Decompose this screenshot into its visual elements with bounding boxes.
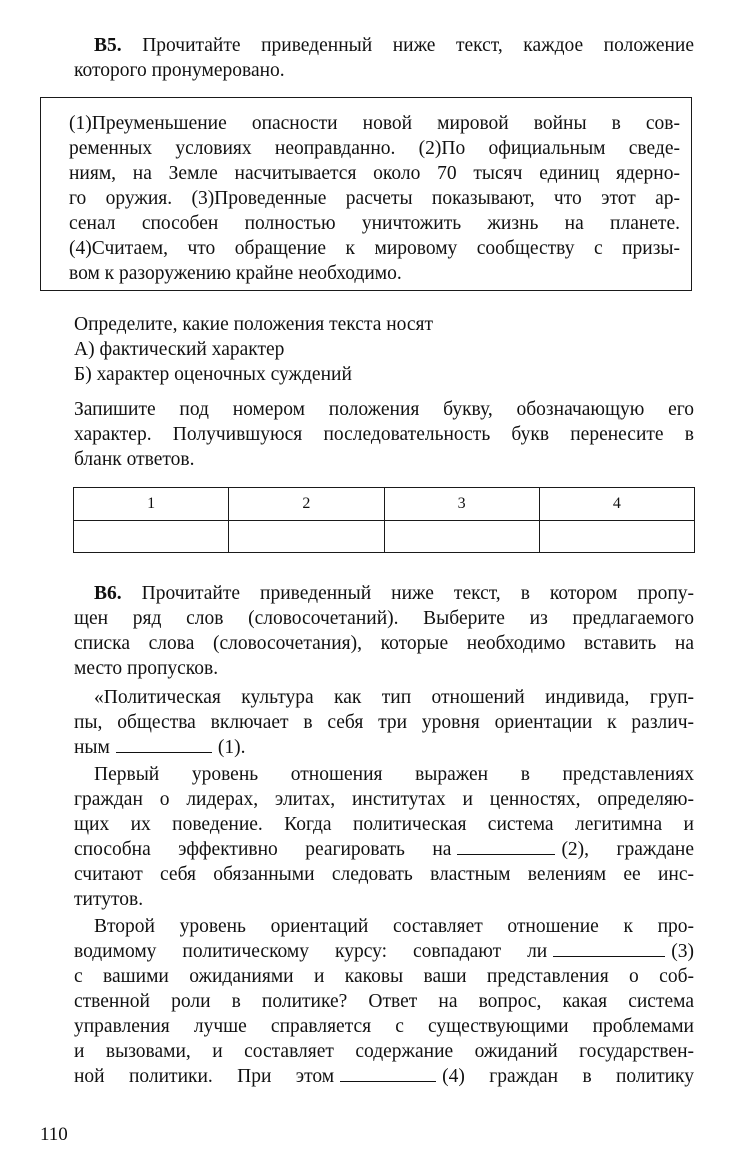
answer-table-header: 1	[74, 488, 229, 521]
answer-table-header: 4	[539, 488, 694, 521]
b6-p3-line: Второй уровень ориентаций составляет отношение к про-	[94, 916, 694, 937]
b6-intro-line: списка слова (словосочетания), которые необходимо вставить на	[74, 633, 694, 654]
blank-1[interactable]	[116, 751, 212, 753]
b5-question-block	[74, 312, 694, 387]
b5-instruction-line: Запишите под номером положения букву, обозначающую его	[74, 399, 694, 420]
answer-cell[interactable]	[229, 520, 384, 553]
answer-cell[interactable]	[74, 520, 229, 553]
b5-text-line: ременных условиях неоправданно. (2)По официальным сведе-	[69, 138, 680, 159]
b6-p3-line: с вашими ожиданиями и каковы ваши представления о соб-	[74, 966, 694, 987]
b6-paragraph-1	[74, 685, 694, 760]
b6-p1-end-before: ным	[74, 737, 110, 758]
b6-paragraph-3	[74, 914, 694, 1089]
b6-label: B6.	[94, 583, 122, 604]
answer-table-header-row	[74, 488, 695, 521]
blank-4[interactable]	[340, 1080, 436, 1082]
b5-intro	[74, 33, 694, 83]
b5-label: B5.	[94, 35, 122, 56]
b6-p3-l2-after: (3)	[671, 941, 694, 962]
b6-intro-line: щен ряд слов (словосочетаний). Выберите из предлагаемого	[74, 608, 694, 629]
b6-p2-l4-after: (2), граждане	[561, 839, 694, 860]
b5-text-line: го оружия. (3)Проведенные расчеты показывают, что этот ар-	[69, 188, 680, 209]
b6-p2-line: Первый уровень отношения выражен в представлениях	[94, 764, 694, 785]
b5-question: Определите, какие положения текста носят	[74, 314, 434, 335]
b6-p3-l7-after: (4) граждан в политику	[442, 1066, 694, 1087]
b5-text-line: ниям, на Земле насчитывается около 70 тысяч единиц ядерно-	[69, 163, 680, 184]
answer-cell[interactable]	[539, 520, 694, 553]
b6-p2-l4-before: способна эффективно реагировать на	[74, 839, 452, 860]
answer-cell[interactable]	[384, 520, 539, 553]
blank-3[interactable]	[553, 955, 665, 957]
b6-p2-line: щих их поведение. Когда политическая система легитимна и	[74, 814, 694, 835]
b6-p3-l7-before: ной политики. При этом	[74, 1066, 335, 1087]
b6-p3-line: ственной роли в политике? Ответ на вопрос, какая система	[74, 991, 694, 1012]
b5-option-b: Б) характер оценочных суждений	[74, 364, 352, 385]
b5-instruction-line: характер. Получившуюся последовательность букв перенесите в	[74, 424, 694, 445]
b6-p1-end-after: (1).	[217, 737, 246, 758]
b5-instruction	[74, 397, 694, 472]
b6-p2-line: граждан о лидерах, элитах, институтах и ценностях, определяю-	[74, 789, 694, 810]
b5-answer-table	[73, 487, 695, 553]
b6-intro-line: место пропусков.	[74, 658, 219, 679]
blank-2[interactable]	[457, 853, 555, 855]
b6-intro-line-1: Прочитайте приведенный ниже текст, в котором пропу-	[141, 583, 695, 604]
b6-p3-l2-before: водимому политическому курсу: совпадают ли	[74, 941, 548, 962]
page-number: 110	[40, 1124, 68, 1145]
b5-intro-line-1: Прочитайте приведенный ниже текст, каждое положение	[142, 35, 694, 56]
b5-instruction-line: бланк ответов.	[74, 449, 195, 470]
b6-p1-line: «Политическая культура как тип отношений индивида, груп-	[94, 687, 694, 708]
b5-text-line: (4)Считаем, что обращение к мировому сообществу с призы-	[69, 238, 680, 259]
answer-table-header: 3	[384, 488, 539, 521]
b6-intro	[74, 581, 694, 681]
b5-option-a: А) фактический характер	[74, 339, 285, 360]
b5-text-box	[40, 97, 692, 291]
answer-table-header: 2	[229, 488, 384, 521]
b5-intro-line-2: которого пронумеровано.	[74, 60, 285, 81]
b6-p2-line: титутов.	[74, 889, 144, 910]
answer-table-answer-row	[74, 520, 695, 553]
b6-p2-line: считают себя обязанными следовать властным велениям ее инс-	[74, 864, 694, 885]
b5-text-line: сенал способен полностью уничтожить жизнь на планете.	[69, 213, 680, 234]
b6-paragraph-2	[74, 762, 694, 912]
b6-p3-line: и вызовами, и составляет содержание ожиданий государствен-	[74, 1041, 694, 1062]
b6-p1-line: пы, общества включает в себя три уровня ориентации к различ-	[74, 712, 694, 733]
b6-p3-line: управления лучше справляется с существующими проблемами	[74, 1016, 694, 1037]
b5-text-line: вом к разоружению крайне необходимо.	[69, 263, 402, 284]
b5-text-line: (1)Преуменьшение опасности новой мировой войны в сов-	[69, 113, 680, 134]
